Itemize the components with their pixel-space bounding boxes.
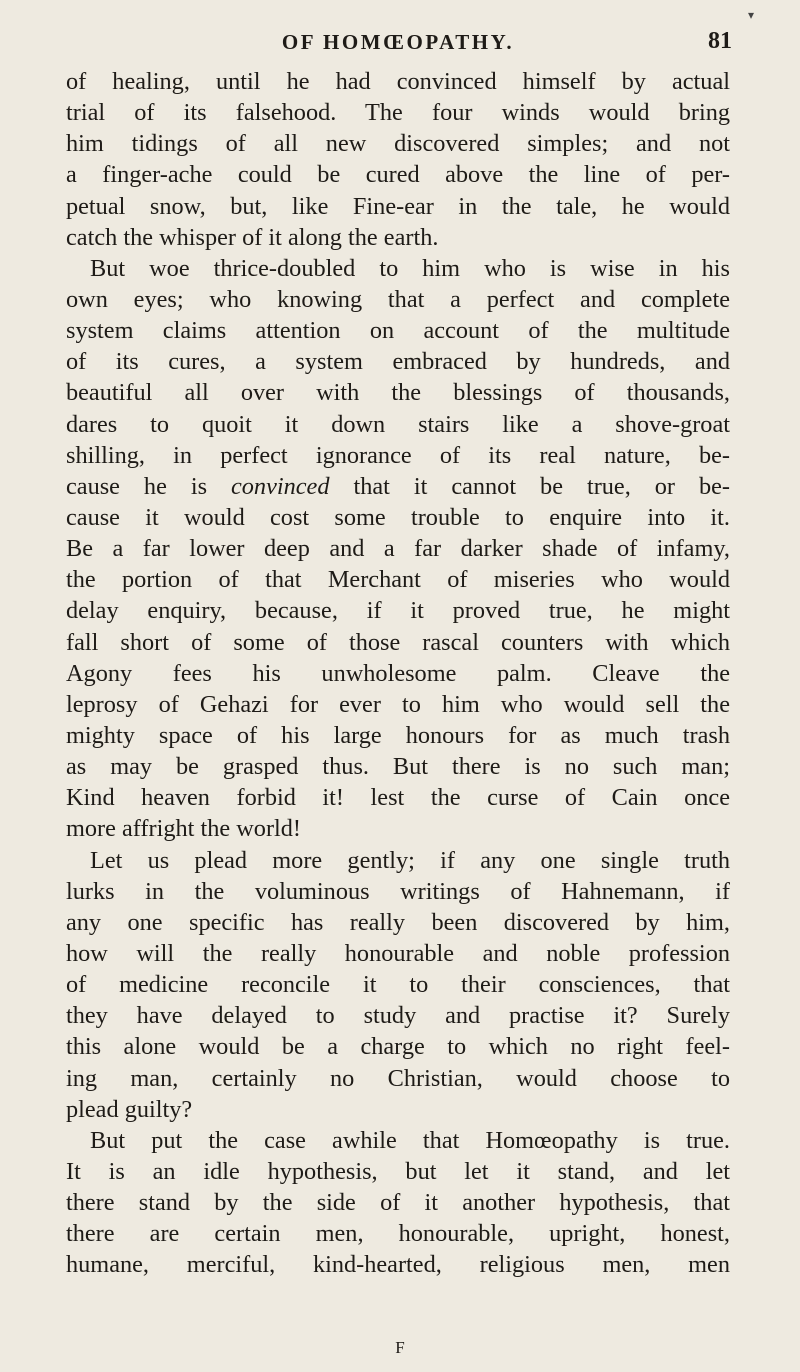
text-line: of healing, until he had convinced himself by actual xyxy=(66,68,730,95)
text-line: there are certain men, honourable, upright, honest, xyxy=(66,1220,730,1248)
text-line: mighty space of his large honours for as much trash xyxy=(66,721,730,749)
text-line xyxy=(66,471,730,502)
text-line: petual snow, but, like Fine-ear in the tale, he would xyxy=(66,192,730,220)
page-number: 81 xyxy=(708,28,732,54)
text-line: But put the case awhile that Homœopathy is true. xyxy=(90,1126,730,1154)
running-title: OF HOMŒOPATHY. xyxy=(281,30,515,54)
text-line: him tidings of all new discovered simples; and not xyxy=(66,130,730,158)
text-line: a finger-ache could be cured above the line of per- xyxy=(66,161,730,189)
text-line: It is an idle hypothesis, but let it stand, and let xyxy=(66,1157,730,1185)
text-line: system claims attention on account of the multitude xyxy=(66,317,730,345)
text-line: cause it would cost some trouble to enquire into it. xyxy=(66,503,730,531)
text-line: Be a far lower deep and a far darker shade of infamy, xyxy=(66,535,730,563)
text-line: humane, merciful, kind-hearted, religious men, men xyxy=(66,1251,730,1279)
text-line: how will the really honourable and noble profession xyxy=(66,939,730,967)
text-line: But woe thrice-doubled to him who is wise in his xyxy=(90,254,730,282)
text-line: Let us plead more gently; if any one single truth xyxy=(90,846,730,874)
running-head xyxy=(64,30,732,60)
text-line: as may be grasped thus. But there is no such man; xyxy=(66,753,730,781)
text-line: beautiful all over with the blessings of thousands, xyxy=(66,379,730,407)
signature-mark: F xyxy=(395,1338,405,1357)
text-line: own eyes; who knowing that a perfect and complete xyxy=(66,285,730,313)
text-line: ing man, certainly no Christian, would choose to xyxy=(66,1064,730,1092)
text-line: plead guilty? xyxy=(66,1095,193,1123)
text-line: catch the whisper of it along the earth. xyxy=(66,223,439,251)
text-line: this alone would be a charge to which no right feel- xyxy=(66,1033,730,1061)
text-line: Agony fees his unwholesome palm. Cleave the xyxy=(66,659,730,687)
text-line: shilling, in perfect ignorance of its real nature, be- xyxy=(66,441,730,469)
text-line: the portion of that Merchant of miseries who would xyxy=(66,566,730,594)
page-body xyxy=(66,66,730,1280)
text-line: leprosy of Gehazi for ever to him who would sell the xyxy=(66,690,730,718)
text-line: any one specific has really been discovered by him, xyxy=(66,908,730,936)
text-line: dares to quoit it down stairs like a shove-groat xyxy=(66,410,730,438)
text-segment: that it cannot be true, or be- xyxy=(329,472,730,500)
text-line: of its cures, a system embraced by hundreds, and xyxy=(66,348,730,376)
text-line: delay enquiry, because, if it proved true, he might xyxy=(66,597,730,625)
text-line: more affright the world! xyxy=(66,815,302,843)
printer-mark: ▾ xyxy=(748,8,755,22)
text-line: there stand by the side of it another hypothesis, that xyxy=(66,1189,730,1217)
text-line: they have delayed to study and practise it? Surely xyxy=(66,1002,730,1030)
text-line: trial of its falsehood. The four winds would bring xyxy=(66,99,730,127)
italic-word: convinced xyxy=(231,472,330,500)
text-line: of medicine reconcile it to their consciences, that xyxy=(66,971,730,999)
text-line: lurks in the voluminous writings of Hahnemann, if xyxy=(66,877,730,905)
text-segment: cause he is xyxy=(66,472,231,500)
text-line: fall short of some of those rascal counters with which xyxy=(66,628,730,656)
text-line: Kind heaven forbid it! lest the curse of Cain once xyxy=(66,784,730,812)
